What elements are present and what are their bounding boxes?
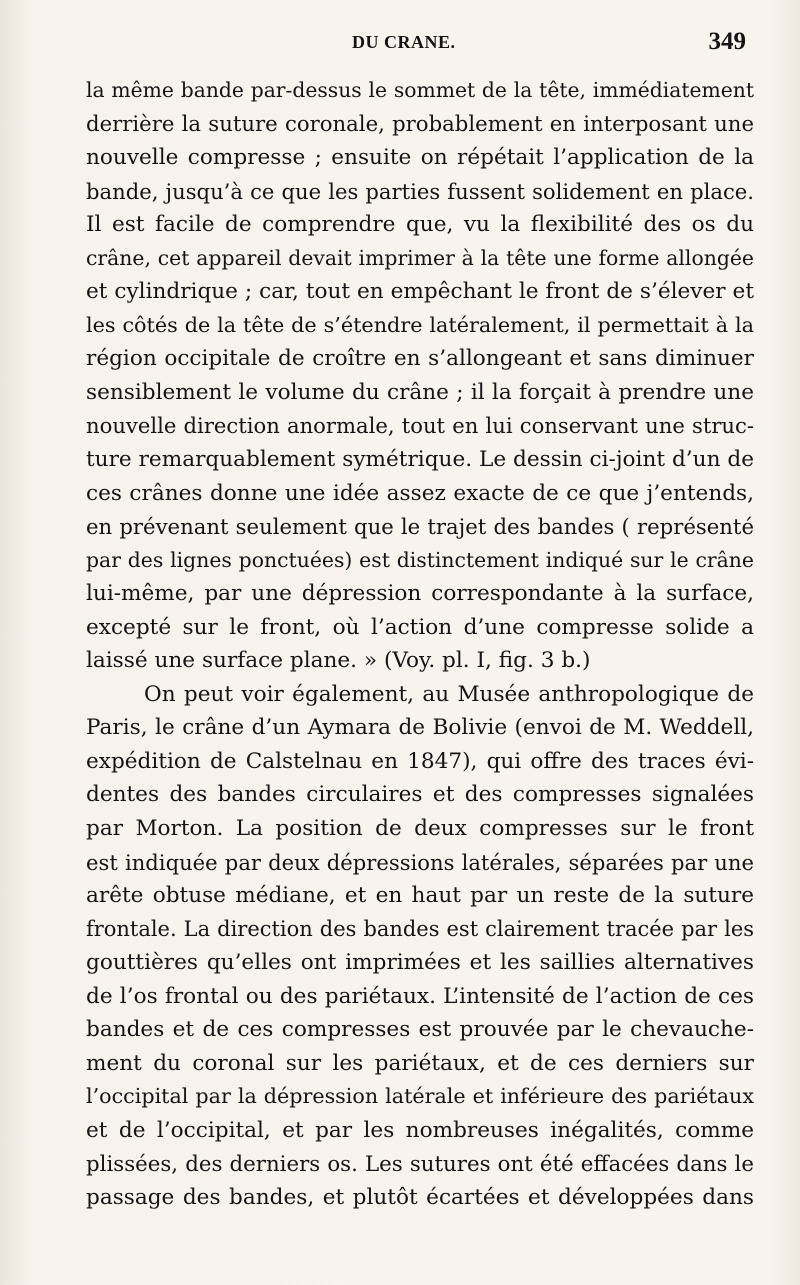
text-line: sensiblement le volume du crâne ; il la forçait à prendre une (86, 379, 754, 405)
text-line: crâne, cet appareil devait imprimer à la tête une forme allongée (86, 245, 754, 270)
page-number: 349 (708, 28, 746, 55)
text-line: nouvelle direction anormale, tout en lui conservant une struc- (86, 413, 754, 439)
text-line: par Morton. La position de deux compresses sur le front (86, 816, 754, 842)
text-line: frontale. La direction des bandes est clairement tracée par les (86, 916, 754, 941)
text-line: Paris, le crâne d’un Aymara de Bolivie (envoi de M. Weddell, (86, 715, 754, 741)
text-line: On peut voir également, au Musée anthropologique de (144, 681, 754, 707)
body-text (86, 74, 754, 1215)
text-line: lui-même, par une dépression correspondante à la surface, (86, 581, 754, 607)
text-line: de l’os frontal ou des pariétaux. L’intensité de l’action de ces (86, 983, 754, 1009)
running-title: DU CRANE. (352, 32, 456, 52)
text-line: ture remarquablement symétrique. Le dessin ci-joint d’un de (86, 447, 754, 473)
text-line: l’occipital par la dépression latérale et inférieure des pariétaux (86, 1084, 754, 1109)
text-line: bandes et de ces compresses est prouvée par le chevauche- (86, 1017, 754, 1043)
text-line: région occipitale de croître en s’allongeant et sans diminuer (86, 346, 754, 372)
text-line: expédition de Calstelnau en 1847), qui offre des traces évi- (86, 748, 754, 774)
text-line: plissées, des derniers os. Les sutures ont été effacées dans le (86, 1151, 754, 1177)
text-line: Il est facile de comprendre que, vu la flexibilité des os du (86, 212, 754, 238)
paragraph-2 (86, 678, 754, 1215)
text-line: passage des bandes, et plutôt écartées et développées dans (86, 1185, 754, 1211)
running-header (0, 28, 800, 62)
text-line: arête obtuse médiane, et en haut par un reste de la suture (86, 883, 754, 909)
text-line: gouttières qu’elles ont imprimées et les saillies alternatives (86, 950, 754, 976)
text-line: nouvelle compresse ; ensuite on répétait l’application de la (86, 145, 754, 171)
paragraph-1 (86, 74, 754, 678)
text-line: ces crânes donne une idée assez exacte de ce que j’entends, (86, 480, 754, 506)
text-line: bande, jusqu’à ce que les parties fussent solidement en place. (86, 178, 754, 204)
text-line: la même bande par-dessus le sommet de la tête, immédiatement (86, 78, 754, 102)
text-line: excepté sur le front, où l’action d’une compresse solide a (86, 614, 754, 640)
text-line: dentes des bandes circulaires et des compresses signalées (86, 782, 754, 808)
text-line: et cylindrique ; car, tout en empêchant le front de s’élever et (86, 279, 754, 305)
text-line: par des lignes ponctuées) est distinctement indiqué sur le crâne (86, 547, 754, 572)
text-line: ment du coronal sur les pariétaux, et de ces derniers sur (86, 1050, 754, 1076)
text-line: laissé une surface plane. » (Voy. pl. I, fig. 3 b.) (86, 648, 591, 674)
text-line: les côtés de la tête de s’étendre latéralement, il permettait à la (86, 312, 754, 337)
text-line: en prévenant seulement que le trajet des bandes ( représenté (86, 514, 754, 540)
text-line: derrière la suture coronale, probablement en interposant une (86, 111, 754, 137)
text-line: est indiquée par deux dépressions latérales, séparées par une (86, 849, 754, 875)
text-line: et de l’occipital, et par les nombreuses inégalités, comme (86, 1117, 754, 1143)
